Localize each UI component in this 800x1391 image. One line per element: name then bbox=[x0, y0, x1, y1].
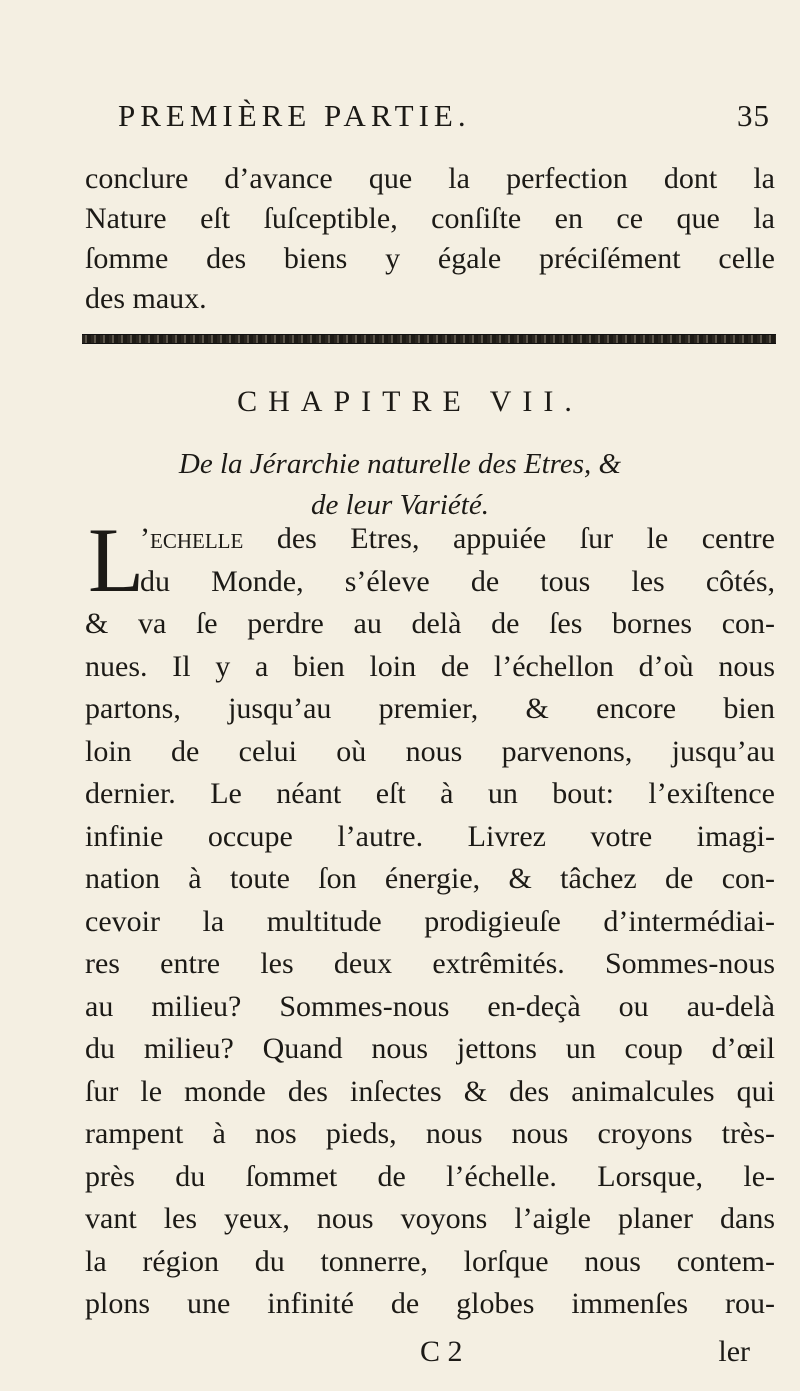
text-line: loin de celui où nous parvenons, jusqu’au bbox=[85, 734, 775, 768]
small-caps-word: ’echelle bbox=[140, 522, 244, 555]
page-number: 35 bbox=[737, 98, 770, 133]
text-line: du milieu? Quand nous jettons un coup d’œil bbox=[85, 1032, 775, 1065]
text-line: nation à toute ſon énergie, & tâchez de con- bbox=[85, 862, 775, 895]
running-head bbox=[118, 98, 770, 148]
text-line: cevoir la multitude prodigieuſe d’intermédiai- bbox=[85, 904, 775, 938]
text-line: dernier. Le néant eſt à un bout: l’exiſtence bbox=[85, 777, 775, 810]
text-line: conclure d’avance que la perfection dont la bbox=[85, 162, 775, 195]
page-footer bbox=[85, 1335, 775, 1375]
text-line: plons une infinité de globes immenſes rou- bbox=[85, 1287, 775, 1320]
chapter-heading: CHAPITRE VII. bbox=[237, 385, 583, 418]
text-line: au milieu? Sommes-nous en-deçà ou au-delà bbox=[85, 989, 775, 1023]
text-line bbox=[85, 522, 775, 565]
running-head-title: PREMIÈRE PARTIE. bbox=[118, 98, 471, 133]
ornamental-rule bbox=[82, 334, 776, 344]
catchword: ler bbox=[718, 1335, 750, 1368]
text-line: rampent à nos pieds, nous nous croyons très- bbox=[85, 1117, 775, 1150]
text-line: vant les yeux, nous voyons l’aigle planer dans bbox=[85, 1202, 775, 1235]
text-line: du Monde, s’éleve de tous les côtés, bbox=[140, 564, 775, 598]
subtitle-line: de leur Variété. bbox=[311, 489, 489, 521]
text-line: des maux. bbox=[85, 282, 207, 315]
signature-mark: C 2 bbox=[420, 1335, 463, 1368]
opening-paragraph bbox=[85, 162, 775, 322]
text-line: ſomme des biens y égale préciſément celle bbox=[85, 242, 775, 275]
subtitle-line: De la Jérarchie naturelle des Etres, & bbox=[178, 448, 622, 480]
drop-cap: L bbox=[88, 509, 145, 611]
text-line: partons, jusqu’au premier, & encore bien bbox=[85, 692, 775, 725]
text-run: des Etres, appuiée ſur le centre bbox=[243, 522, 775, 555]
text-line: nues. Il y a bien loin de l’échellon d’où nous bbox=[85, 649, 775, 683]
text-line: près du ſommet de l’échelle. Lorsque, le- bbox=[85, 1159, 775, 1193]
text-line: infinie occupe l’autre. Livrez votre imagi- bbox=[85, 819, 775, 853]
body-paragraph bbox=[85, 509, 775, 1330]
text-line: la région du tonnerre, lorſque nous contem- bbox=[85, 1244, 775, 1278]
text-line: ſur le monde des inſectes & des animalcules qui bbox=[85, 1074, 775, 1108]
text-line: res entre les deux extrêmités. Sommes-nous bbox=[85, 947, 775, 980]
text-line: & va ſe perdre au delà de ſes bornes con- bbox=[85, 607, 775, 640]
text-line: Nature eſt ſuſceptible, conſiſte en ce que la bbox=[85, 202, 775, 235]
